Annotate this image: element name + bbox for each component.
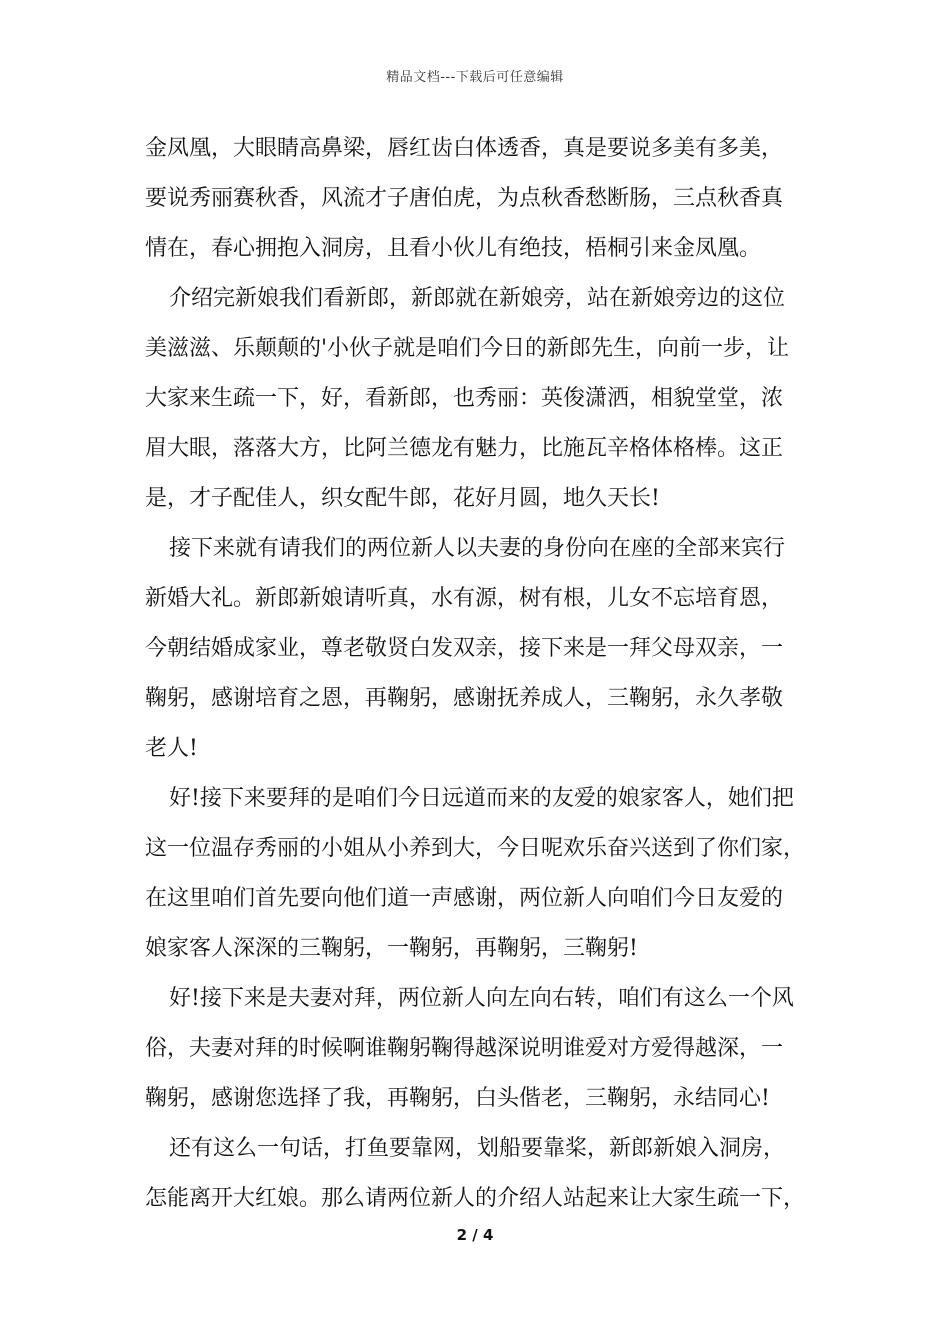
text-line: 还有这么一句话，打鱼要靠网，划船要靠桨，新郎新娘入洞房， xyxy=(169,1136,786,1161)
text-line: 接下来就有请我们的两位新人以夫妻的身份向在座的全部来宾行 xyxy=(169,536,786,561)
text-line: 要说秀丽赛秋香，风流才子唐伯虎，为点秋香愁断肠，三点秋香真 xyxy=(145,186,784,211)
text-line: 在这里咱们首先要向他们道一声感谢，两位新人向咱们今日友爱的 xyxy=(145,886,784,911)
text-line: 这一位温存秀丽的小姐从小养到大，今日呢欢乐奋兴送到了你们家， xyxy=(145,836,806,861)
text-line: 金凤凰，大眼睛高鼻梁，唇红齿白体透香，真是要说多美有多美， xyxy=(145,136,784,161)
text-line: 美滋滋、乐颠颠的'小伙子就是咱们今日的新郎先生，向前一步，让 xyxy=(145,336,790,361)
text-line: 眉大眼，落落大方，比阿兰德龙有魅力，比施瓦辛格体格棒。这正 xyxy=(145,436,784,461)
text-line: 好!接下来要拜的是咱们今日远道而来的友爱的娘家客人，她们把 xyxy=(169,786,794,811)
text-line: 娘家客人深深的三鞠躬，一鞠躬，再鞠躬，三鞠躬! xyxy=(145,936,638,961)
text-line: 俗，夫妻对拜的时候啊谁鞠躬鞠得越深说明谁爱对方爱得越深，一 xyxy=(145,1036,784,1061)
text-line: 鞠躬，感谢培育之恩，再鞠躬，感谢抚养成人，三鞠躬，永久孝敬 xyxy=(145,686,784,711)
page-number: 2 / 4 xyxy=(456,1226,494,1244)
document-body xyxy=(145,124,807,1224)
text-line: 今朝结婚成家业，尊老敬贤白发双亲，接下来是一拜父母双亲，一 xyxy=(145,636,784,661)
text-line: 老人! xyxy=(145,736,198,761)
text-line: 情在，春心拥抱入洞房，且看小伙儿有绝技，梧桐引来金凤凰。 xyxy=(145,236,762,261)
text-line: 是，才子配佳人，织女配牛郎，花好月圆，地久天长! xyxy=(145,486,660,511)
text-line: 好!接下来是夫妻对拜，两位新人向左向右转，咱们有这么一个风 xyxy=(169,986,794,1011)
page-header: 精品文档---下载后可任意编辑 xyxy=(386,70,564,85)
text-line: 鞠躬，感谢您选择了我，再鞠躬，白头偕老，三鞠躬，永结同心! xyxy=(145,1086,770,1111)
text-line: 大家来生疏一下，好，看新郎，也秀丽：英俊潇洒，相貌堂堂，浓 xyxy=(145,386,784,411)
text-line: 怎能离开大红娘。那么请两位新人的介绍人站起来让大家生疏一下， xyxy=(145,1186,806,1211)
text-line: 介绍完新娘我们看新郎，新郎就在新娘旁，站在新娘旁边的这位 xyxy=(169,286,786,311)
text-line: 新婚大礼。新郎新娘请听真，水有源，树有根，儿女不忘培育恩， xyxy=(145,586,784,611)
